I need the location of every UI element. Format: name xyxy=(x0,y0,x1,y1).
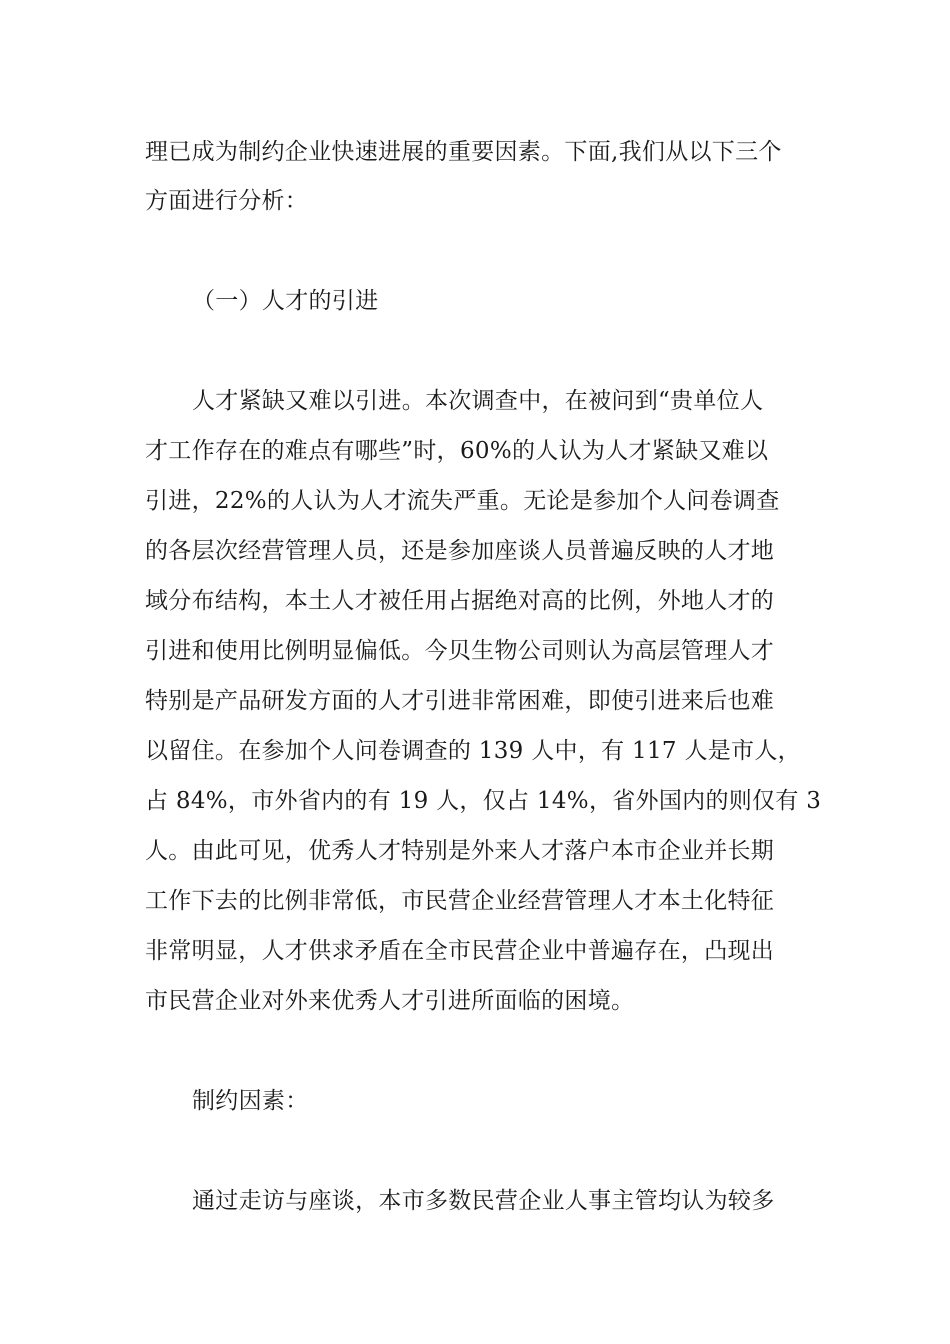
paragraph-line: 非常明显，人才供求矛盾在全市民营企业中普遍存在，凸现出 xyxy=(145,938,775,964)
paragraph-line: 人。由此可见，优秀人才特别是外来人才落户本市企业并长期 xyxy=(145,838,775,864)
paragraph-line: 引进和使用比例明显偏低。今贝生物公司则认为高层管理人才 xyxy=(145,638,775,664)
paragraph-line: 市民营企业对外来优秀人才引进所面临的困境。 xyxy=(145,988,635,1014)
paragraph-line: 的各层次经营管理人员，还是参加座谈人员普遍反映的人才地 xyxy=(145,538,775,564)
paragraph-line: 工作下去的比例非常低，市民营企业经营管理人才本土化特征 xyxy=(145,888,775,914)
paragraph-line: 特别是产品研发方面的人才引进非常困难，即使引进来后也难 xyxy=(145,688,775,714)
paragraph-line: 通过走访与座谈，本市多数民营企业人事主管均认为较多 xyxy=(192,1188,775,1214)
paragraph-line: 域分布结构，本土人才被任用占据绝对高的比例，外地人才的 xyxy=(145,588,775,614)
paragraph-continuation-line-2: 方面进行分析： xyxy=(145,188,309,214)
paragraph-line: 占 84%，市外省内的有 19 人，仅占 14%，省外国内的则仅有 3 xyxy=(145,788,822,814)
paragraph-line: 人才紧缺又难以引进。本次调查中，在被问到“贵单位人 xyxy=(192,388,764,414)
paragraph-continuation-line-1: 理已成为制约企业快速进展的重要因素。下面,我们从以下三个 xyxy=(145,139,782,165)
paragraph-line: 以留住。在参加个人问卷调查的 139 人中，有 117 人是市人， xyxy=(145,738,801,764)
paragraph-line: 引进，22%的人认为人才流失严重。无论是参加个人问卷调查 xyxy=(145,488,780,514)
paragraph-line: 才工作存在的难点有哪些”时，60%的人认为人才紧缺又难以 xyxy=(145,438,769,464)
section-heading: （一）人才的引进 xyxy=(192,288,379,314)
constraint-factors-heading: 制约因素： xyxy=(192,1088,309,1114)
